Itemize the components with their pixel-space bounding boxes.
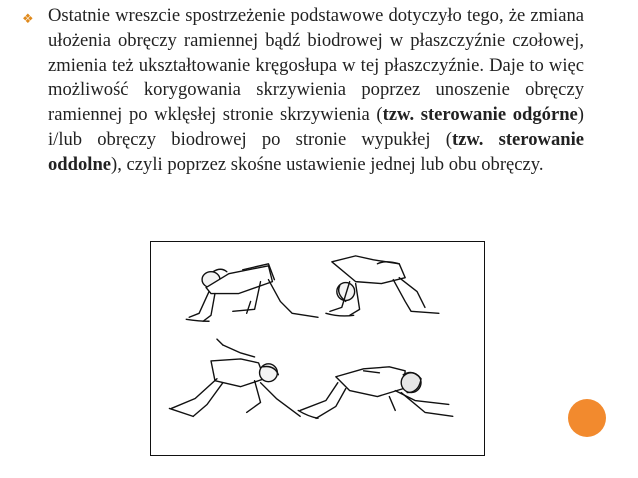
figure-bottom-right	[298, 367, 453, 419]
crawling-exercise-illustration-icon	[151, 242, 484, 455]
exercise-illustration	[150, 241, 485, 456]
paragraph-text-3: ), czyli poprzez skośne ustawienie jednej lub obu obręczy.	[111, 153, 544, 175]
paragraph-bold-1: tzw. sterowanie odgórne	[382, 104, 578, 126]
paragraph-text-2: ) i/lub obręczy biodrowej po stronie wypukłej (	[48, 104, 584, 150]
figure-bottom-left	[169, 339, 300, 416]
body-paragraph	[48, 0, 584, 178]
figure-top-right	[326, 256, 439, 316]
paragraph-text-1: Ostatnie wreszcie spostrzeżenie podstawowe dotyczyło tego, że zmiana ułożenia obręczy ramiennej bądź biodrowej w płaszczyźnie czołowej, zmienia też ukształtowanie kręgosłupa w tej płaszczyźnie. Daje to więc możliwość korygowania skrzywienia poprzez unoszenie obręczy ramiennej po wklęsłej stronie skrzywienia (	[48, 5, 584, 126]
bullet-icon: ❖	[22, 12, 34, 27]
accent-circle	[568, 399, 606, 437]
figure-top-left	[186, 264, 318, 321]
paragraph-bold-2: tzw. sterowanie oddolne	[48, 128, 584, 175]
